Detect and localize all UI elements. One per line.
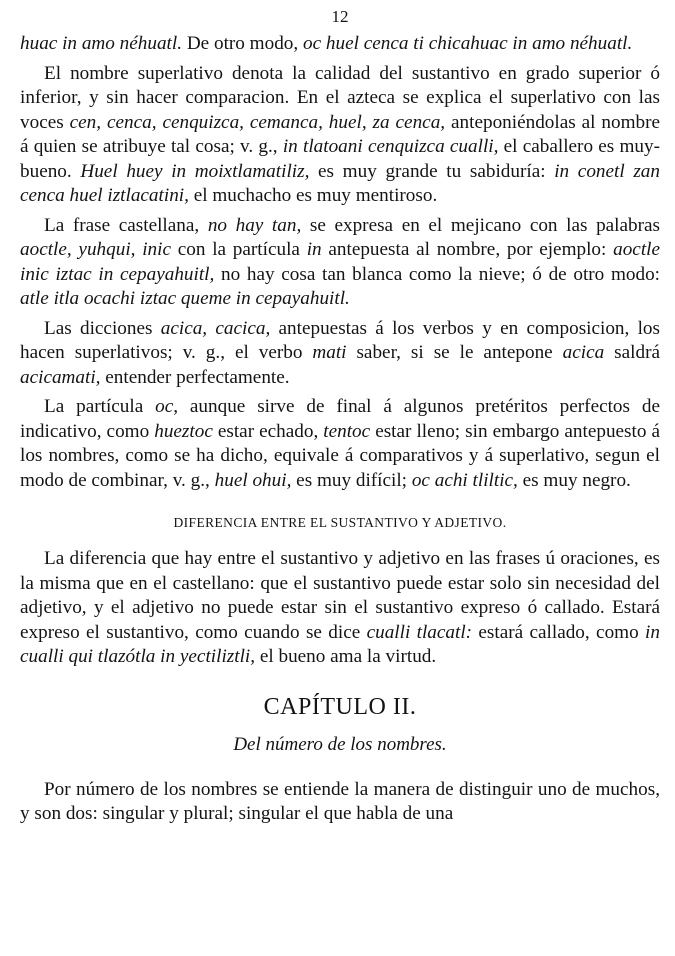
- text-run: saber, si se le antepone: [346, 342, 563, 363]
- aztec-phrase: oc huel cenca ti chicahuac in amo néhuatl.: [303, 33, 633, 54]
- aztec-phrase: huel ohui,: [214, 469, 292, 491]
- aztec-phrase: acicamati,: [20, 366, 101, 388]
- text-run: El nombre superlativo denota la calidad del sustantivo en grado superior ó inferior, y sin hacer comparacion. En el azteca se explica el superlativo con las voces: [20, 62, 660, 133]
- page-number: 12: [331, 7, 349, 26]
- aztec-phrase: no hay tan,: [207, 214, 302, 236]
- chapter-subtitle: Del número de los nombres.: [233, 733, 447, 755]
- aztec-phrase: in tlatoani cenquizca cualli,: [282, 136, 499, 157]
- text-run: antepuestas á los verbos y en composicion, los hacen superlativos; v. g., el verbo: [20, 317, 660, 363]
- aztec-phrase: cualli tlacatl:: [366, 621, 473, 643]
- paragraph-dicciones: [20, 317, 660, 391]
- aztec-phrase: atle itla ocachi iztac queme in cepayahuitl.: [20, 288, 350, 309]
- aztec-phrase: acica: [562, 342, 605, 363]
- text-run: Por número de los nombres se entiende la manera de distinguir uno de muchos, y son dos: singular y plural; singular el que habla de una: [20, 778, 660, 824]
- text-run: el bueno ama la virtud.: [255, 646, 437, 667]
- aztec-phrase: in: [306, 239, 322, 260]
- text-run: antepuesta al nombre, por ejemplo:: [321, 239, 614, 260]
- text-run: es muy negro.: [517, 469, 631, 491]
- text-run: estar lleno; sin embargo antepuesto á los nombres, como se ha dicho, equivale á comparativos y á superlativo, segun el modo de combinar, v. g.,: [20, 420, 660, 491]
- text-run: no hay cosa tan blanca como la nieve; ó de otro modo:: [214, 263, 660, 285]
- aztec-phrase: aoctle inic iztac in cepayahuitl,: [20, 239, 660, 285]
- text-run: el caballero es muy-bueno.: [20, 136, 660, 182]
- text-run: entender perfectamente.: [100, 366, 290, 388]
- paragraph-numero: [20, 778, 660, 827]
- paragraph-particula-oc: [20, 395, 660, 493]
- text-run: La diferencia que hay entre el sustantivo y adjetivo en las frases ú oraciones, es la misma que en el castellano: que el sustantivo puede estar solo sin necesidad del adjetivo, y el adjetivo no puede estar sin el sustantivo expreso ó callado. Estará expreso el sustantivo, como cuando se dice: [20, 548, 660, 643]
- text-run: Las dicciones: [44, 317, 161, 339]
- aztec-phrase: Huel huey in moixtlamatiliz,: [80, 160, 310, 182]
- aztec-phrase: hueztoc: [154, 420, 213, 442]
- text-run: La partícula: [44, 396, 156, 417]
- text-run: anteponiéndolas al nombre á quien se atribuye tal cosa; v. g.,: [20, 111, 661, 157]
- aztec-phrase: acica, cacica,: [160, 317, 271, 339]
- aztec-phrase: in cualli qui tlazótla in yectiliztli,: [20, 621, 660, 667]
- paragraph-no-hay-tan: [20, 214, 660, 312]
- paragraph-continuation: [20, 32, 660, 57]
- aztec-phrase: oc,: [155, 396, 179, 417]
- aztec-phrase: huac in amo néhuatl.: [20, 33, 183, 54]
- text-run: estará callado, como: [472, 621, 646, 643]
- aztec-phrase: aoctle, yuhqui, inic: [20, 239, 171, 260]
- text-run: saldrá: [604, 342, 660, 363]
- paragraph-superlative: [20, 62, 660, 209]
- section-heading: DIFERENCIA ENTRE EL SUSTANTIVO Y ADJETIVO.: [173, 515, 507, 530]
- aztec-phrase: in conetl zan cenca huel iztlacatini,: [20, 160, 660, 206]
- text-run: con la partícula: [170, 239, 307, 260]
- aztec-phrase: mati: [312, 342, 347, 363]
- text-run: es muy grande tu sabiduría:: [309, 160, 555, 182]
- text-run: es muy difícil;: [291, 469, 412, 491]
- document-page: [20, 6, 660, 827]
- aztec-phrase: tentoc: [323, 420, 371, 442]
- chapter-title: CAPÍTULO II.: [263, 693, 417, 720]
- text-run: estar echado,: [212, 420, 324, 442]
- aztec-phrase: oc achi tliltic,: [411, 469, 518, 491]
- text-run: La frase castellana,: [44, 214, 208, 236]
- paragraph-diferencia: [20, 547, 660, 670]
- text-run: De otro modo,: [182, 33, 303, 54]
- aztec-phrase: cen, cenca, cenquizca, cemanca, huel, za cenca,: [69, 111, 446, 133]
- text-run: aunque sirve de final á algunos pretéritos perfectos de indicativo, como: [20, 396, 660, 442]
- text-run: se expresa en el mejicano con las palabras: [301, 214, 660, 236]
- text-run: el muchacho es muy mentiroso.: [188, 185, 438, 206]
